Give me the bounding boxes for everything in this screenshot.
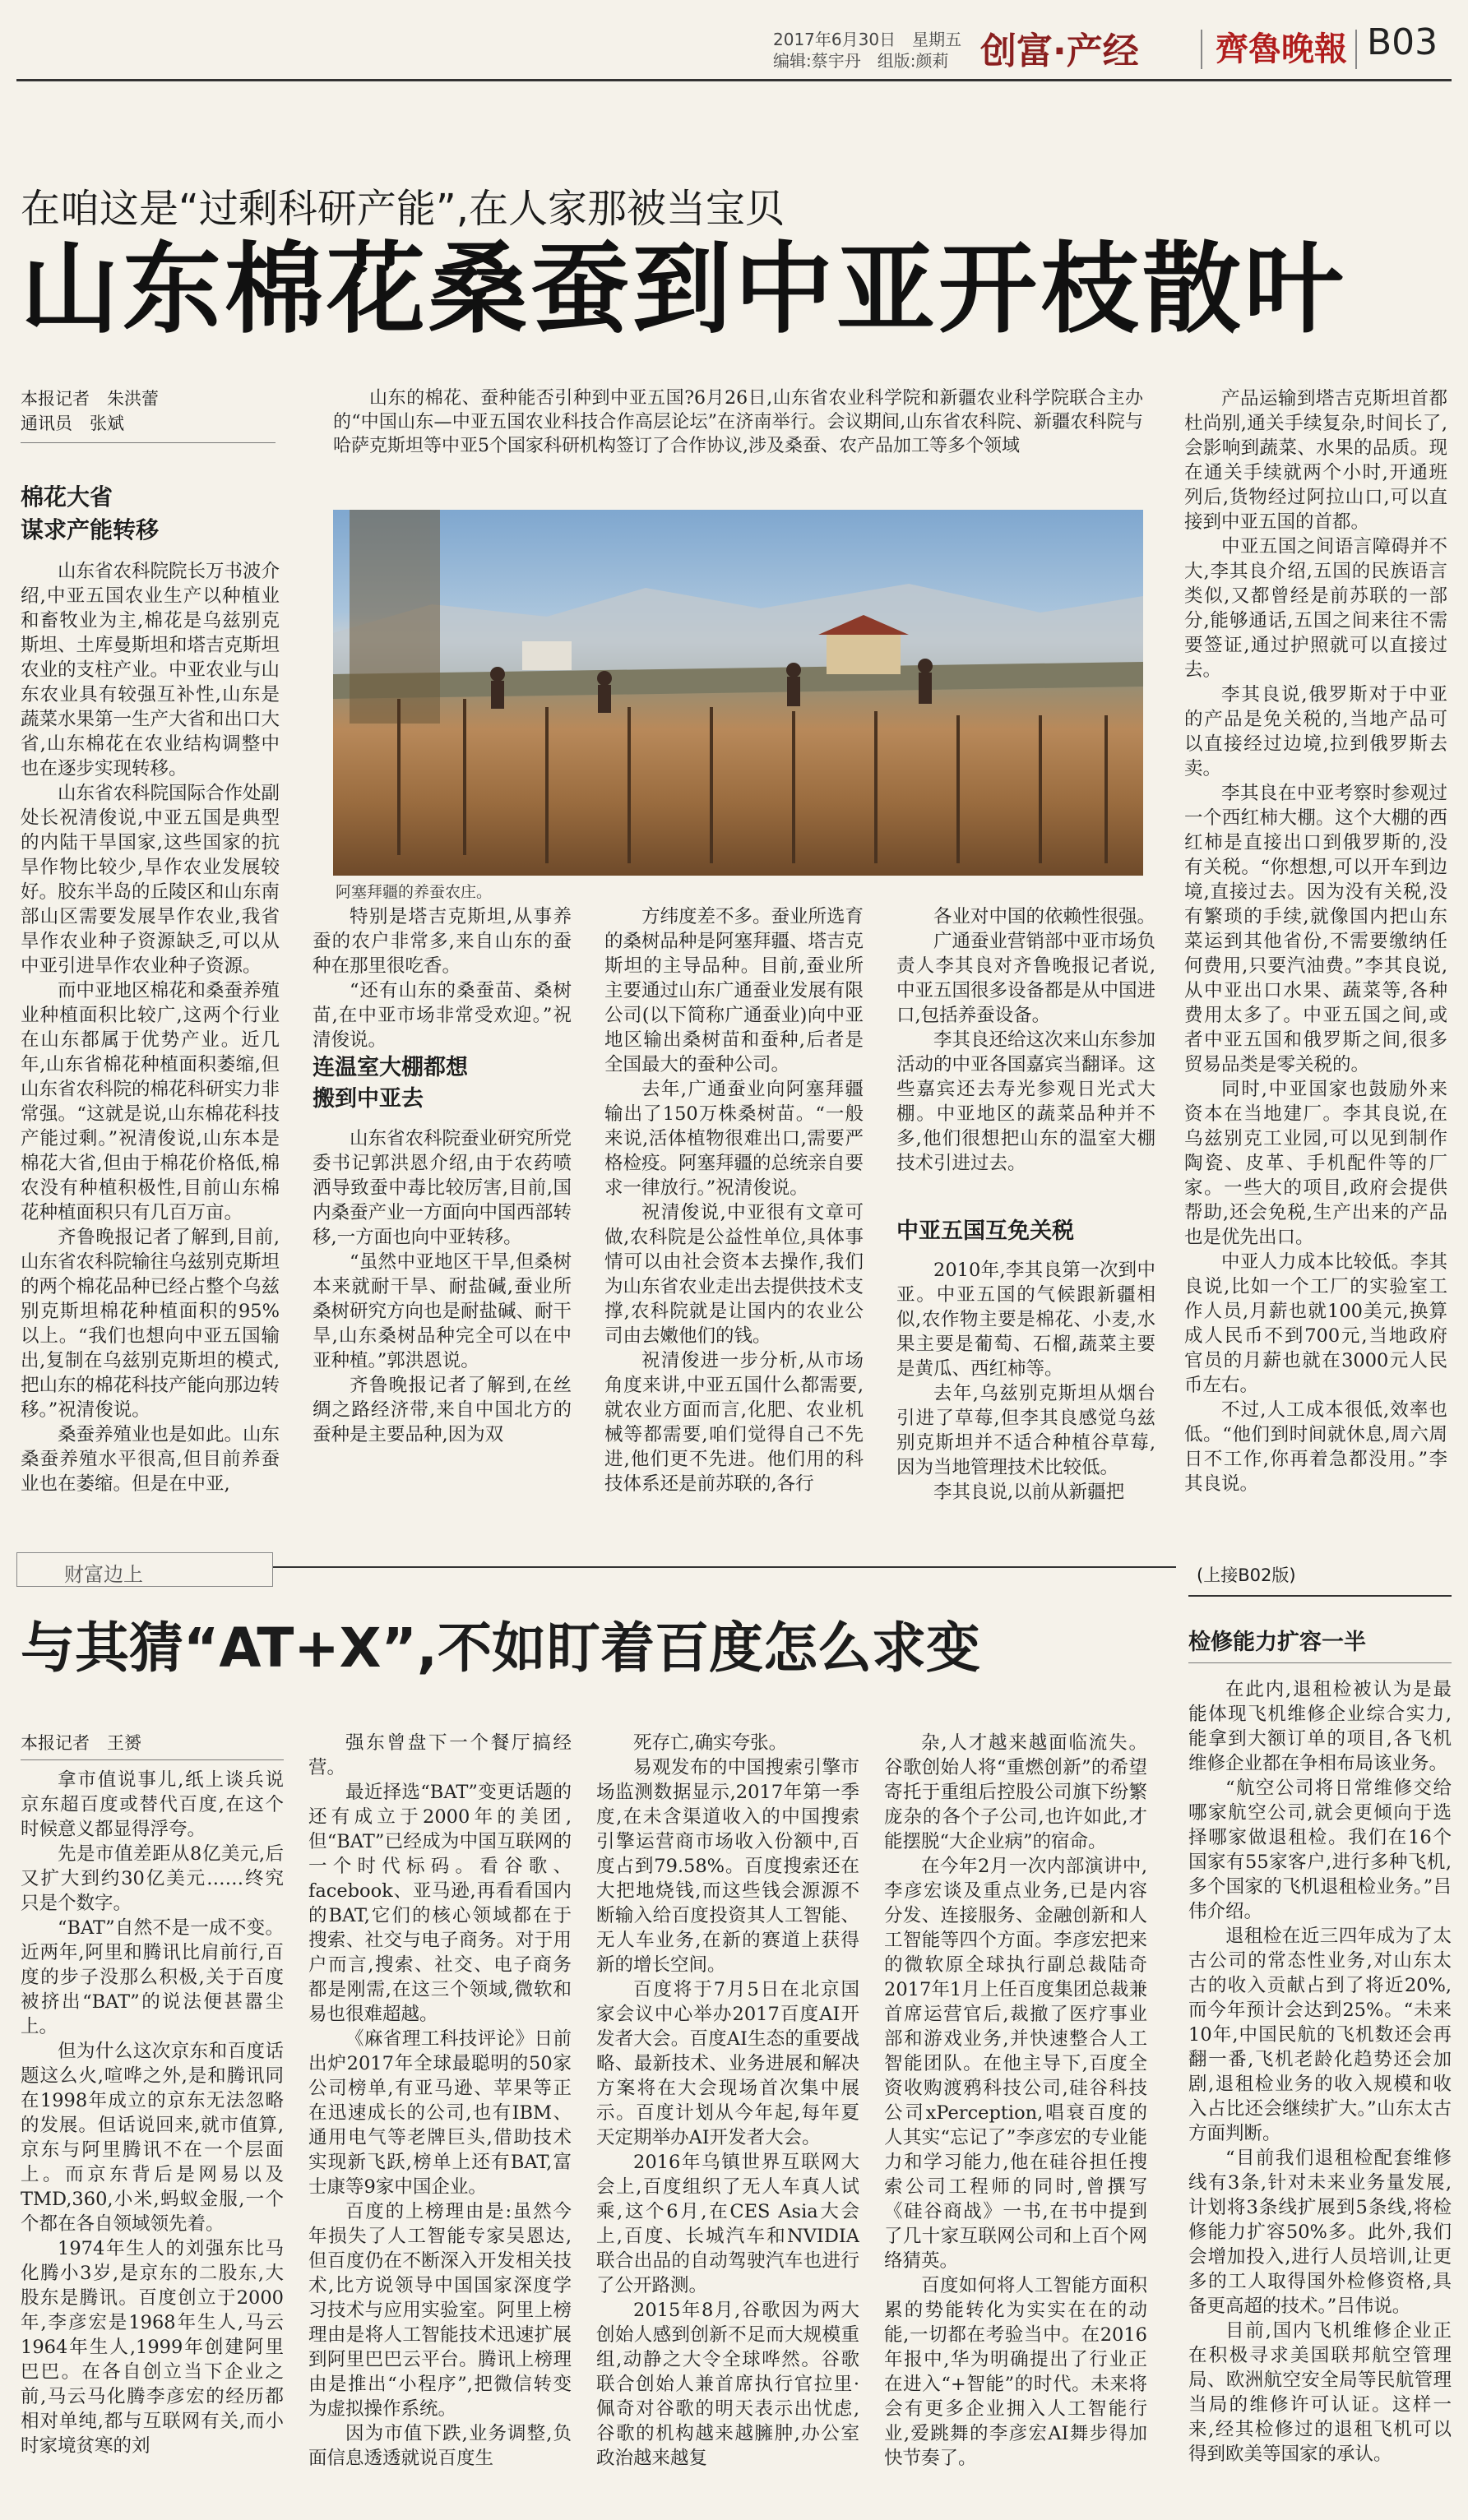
paragraph: 2010年,李其良第一次到中亚。中亚五国的气候跟新疆相似,农作物主要是棉花、小麦,水果主要是葡萄、石榴,蔬菜主要是黄瓜、西红柿等。 <box>896 1260 1155 1380</box>
paragraph: 因为市值下跌,业务调整,负面信息透透就说百度生 <box>308 2423 572 2469</box>
right-rule <box>1188 1595 1452 1597</box>
article1-col2 <box>313 904 572 1052</box>
article1-col4b <box>896 1258 1155 1525</box>
article2-col1 <box>21 1768 284 2504</box>
paragraph: 不过,人工成本很低,效率也低。“他们到时间就休息,周六周日不工作,你再着急都没用。”李其良说。 <box>1184 1399 1447 1495</box>
paragraph: 在今年2月一次内部演讲中,李彦宏谈及重点业务,已是内容分发、连接服务、金融创新和人工智能等四个方面。李彦宏把来的微软原全球执行副总裁陆奇2017年1月上任百度集团总裁兼首席运营官后,裁撤了医疗事业部和游戏业务,并快速整合人工智能团队。在他主导下,百度全资收购渡鸦科技公司,硅谷科技公司xPerception,唱衰百度的人其实“忘记了”李彦宏的专业能力和学习能力,他在硅谷担任搜索公司工程师的同时,曾撰写《硅谷商战》一书,在书中提到了几十家互联网公司和上百个网络猜英。 <box>884 1856 1147 2272</box>
paragraph: 目前,国内飞机维修企业正在积极寻求美国联邦航空管理局、欧洲航空安全局等民航管理当局的维修许可认证。这样一来,经其检修过的退租飞机可以得到欧美等国家的承认。 <box>1188 2320 1452 2465</box>
byline-rule-2 <box>21 1759 284 1760</box>
paragraph: 拿市值说事儿,纸上谈兵说京东超百度或替代百度,在这个时候意义都显得浮夸。 <box>21 1769 284 1840</box>
paragraph: “虽然中亚地区干旱,但桑树本来就耐干旱、耐盐碱,蚕业所桑树研究方向也是耐盐碱、耐干旱,山东桑树品种完全可以在中亚种植。”郭洪恩说。 <box>313 1251 572 1371</box>
paragraph: 1974年生人的刘强东比马化腾小3岁,是京东的二股东,大股东是腾讯。百度创立于2000年,李彦宏是1968年生人,马云1964年生人,1999年创建阿里巴巴。在各自创立当下企业之前,马云马化腾李彦宏的经历都相对单纯,都与互联网有关,而小时家境贫寒的刘 <box>21 2238 284 2457</box>
paragraph: 《麻省理工科技评论》日前出炉2017年全球最聪明的50家公司榜单,有亚马逊、苹果等正在迅速成长的公司,也有IBM、通用电气等老牌巨头,借助技术实现新飞跃,榜单上还有BAT,富士康等9家中国企业。 <box>308 2028 572 2198</box>
paragraph: 特别是塔吉克斯坦,从事养蚕的农户非常多,来自山东的蚕种在那里很吃香。 <box>313 906 572 977</box>
paragraph: 中亚人力成本比较低。李其良说,比如一个工厂的实验室工作人员,月薪也就100美元,换算成人民币不到700元,当地政府官员的月薪也就在3000元人民币左右。 <box>1184 1251 1447 1396</box>
paragraph: 山东省农科院院长万书波介绍,中亚五国农业生产以种植业和畜牧业为主,棉花是乌兹别克斯坦、土库曼斯坦和塔吉克斯坦农业的支柱产业。中亚农业与山东农业具有较强互补性,山东是蔬菜水果第一生产大省和出口大省,山东棉花在农业结构调整中也在逐步实现转移。 <box>21 561 280 779</box>
paragraph: 山东省农科院蚕业研究所党委书记郭洪恩介绍,由于农药喷洒导致蚕中毒比较厉害,目前,国内桑蚕产业一方面向中国西部转移,一方面也向中亚转移。 <box>313 1128 572 1248</box>
article1-col5 <box>1184 386 1447 1525</box>
paragraph: 齐鲁晚报记者了解到,目前,山东省农科院输往乌兹别克斯坦的两个棉花品种已经占整个乌兹别克斯坦棉花种植面积的95%以上。“我们也想向中亚五国输出,复制在乌兹别克斯坦的模式,把山东的棉花科技产能向那边转移。”祝清俊说。 <box>21 1227 280 1421</box>
headline-maintenance: 检修能力扩容一半 <box>1188 1630 1366 1655</box>
subhead-cotton: 棉花大省 谋求产能转移 <box>21 483 160 543</box>
continued-from: (上接B02版) <box>1197 1565 1296 1585</box>
paragraph: 各业对中国的依赖性很强。 <box>933 906 1156 927</box>
paragraph: 广通蚕业营销部中亚市场负责人李其良对齐鲁晚报记者说,中亚五国很多设备都是从中国进口,包括养蚕设备。 <box>896 931 1156 1026</box>
photo-illustration <box>333 510 1143 876</box>
paragraph: 祝清俊进一步分析,从市场角度来讲,中亚五国什么都需要,就农业方面而言,化肥、农业机械等都需要,咱们觉得自己不先进,他们更不先进。他们用的科技体系还是前苏联的,各行 <box>604 1350 864 1495</box>
paragraph: 死存亡,确实夸张。 <box>633 1732 788 1754</box>
paragraph: 李其良说,俄罗斯对于中亚的产品是免关税的,当地产品可以直接经过边境,拉到俄罗斯去卖。 <box>1184 684 1447 779</box>
section-name: 创富·产经 <box>980 30 1139 72</box>
paragraph: 易观发布的中国搜索引擎市场监测数据显示,2017年第一季度,在未含渠道收入的中国搜索引擎运营商市场收入份额中,百度占到79.58%。百度搜索还在大把地烧钱,而这些钱会源源不断输入给百度投资其人工智能、无人车业务,在新的赛道上获得新的增长空间。 <box>596 1757 859 1976</box>
editors-line: 编辑:蔡宇丹 组版:颜莉 <box>773 51 949 71</box>
article2-col2 <box>308 1731 572 2504</box>
paragraph: 祝清俊说,中亚很有文章可做,农科院是公益性单位,具体事情可以由社会资本去操作,我们为山东省农业走出去提供技术支撑,农科院就是让国内的农业公司由去嫩他们的钱。 <box>604 1202 864 1347</box>
subhead-greenhouse: 连温室大棚都想 搬到中亚去 <box>313 1055 468 1112</box>
byline-rule <box>21 442 276 443</box>
byline-baidu: 本报记者 王赟 <box>21 1733 141 1753</box>
photo-caption: 阿塞拜疆的养蚕农庄。 <box>336 883 493 901</box>
headline: 山东棉花桑蚕到中亚开枝散叶 <box>21 233 1346 347</box>
sidebar-label-box <box>16 1552 273 1587</box>
paragraph: 去年,广通蚕业向阿塞拜疆输出了150万株桑树苗。“一般来说,活体植物很难出口,需要严格检疫。阿塞拜疆的总统亲自要求一律放行。”祝清俊说。 <box>604 1079 864 1199</box>
paragraph: 但为什么这次京东和百度话题这么火,喧哗之外,是和腾讯同在1998年成立的京东无法忽略的发展。但话说回来,就市值算,京东与阿里腾讯不在一个层面上。而京东背后是网易以及TMD,360,小米,蚂蚁金服,一个个都在各自领域领先着。 <box>21 2041 284 2235</box>
paragraph: “还有山东的桑蚕苗、桑树苗,在中亚市场非常受欢迎。”祝清俊说。 <box>313 980 572 1051</box>
lede <box>333 386 1143 458</box>
lede-paragraph: 山东的棉花、蚕种能否引种到中亚五国?6月26日,山东省农业科学院和新疆农业科学院联合主办的“中国山东—中亚五国农业科技合作高层论坛”在济南举行。会议期间,山东省农科院、新疆农科院与哈萨克斯坦等中亚5个国家科研机构签订了合作协议,涉及桑蚕、农产品加工等多个领域 <box>333 388 1143 456</box>
paragraph: 先是市值差距从8亿美元,后又扩大到约30亿美元……终究只是个数字。 <box>21 1843 284 1914</box>
kicker: 在咱这是“过剩科研产能”,在人家那被当宝贝 <box>21 186 785 232</box>
paragraph: 产品运输到塔吉克斯坦首都杜尚别,通关手续复杂,时间长了,会影响到蔬菜、水果的品质。现在通关手续就两个小时,开通班列后,货物经过阿拉山口,可以直接到中亚五国的首都。 <box>1184 388 1447 533</box>
headline-baidu: 与其猜“AT+X”,不如盯着百度怎么求变 <box>21 1616 980 1680</box>
page-number: B03 <box>1367 21 1438 63</box>
header-divider <box>1201 30 1202 69</box>
paragraph: “BAT”自然不是一成不变。近两年,阿里和腾讯比肩前行,百度的步子没那么积极,关于百度被挤出“BAT”的说法便甚嚣尘上。 <box>21 1917 284 2037</box>
paragraph: 百度的上榜理由是:虽然今年损失了人工智能专家吴恩达,但百度仍在不断深入开发相关技术,比方说领导中国国家深度学习技术与应用实验室。阿里上榜理由是将人工智能技术迅速扩展到阿里巴巴云平台。腾讯上榜理由是推出“小程序”,把微信转变为虚拟操作系统。 <box>308 2201 572 2420</box>
photo-silk-farm <box>333 510 1143 876</box>
newspaper-logo: 齊魯晚報 <box>1216 30 1347 68</box>
paragraph: 齐鲁晚报记者了解到,在丝绸之路经济带,来自中国北方的蚕种是主要品种,因为双 <box>313 1375 572 1445</box>
article1-col3 <box>604 904 864 1525</box>
paragraph: “航空公司将日常维修交给哪家航空公司,就会更倾向于选择哪家做退租检。我们在16个国家有55家客户,进行多种飞机,多个国家的飞机退租检业务。”吕伟介绍。 <box>1188 1778 1452 1922</box>
paragraph: 山东省农科院国际合作处副处长祝清俊说,中亚五国是典型的内陆干旱国家,这些国家的抗旱作物比较少,旱作农业发展较好。胶东半岛的丘陵区和山东南部山区需要发展旱作农业,我省旱作农业种子资源缺乏,可以从中亚引进旱作农业种子资源。 <box>21 783 280 977</box>
byline-reporter: 本报记者 朱洪蕾 <box>21 389 159 409</box>
paragraph: 李其良说,以前从新疆把 <box>933 1482 1125 1503</box>
paragraph: 中亚五国之间语言障碍并不大,李其良介绍,五国的民族语言类似,又都曾经是前苏联的一部分,能够通话,五国之间来往不需要签证,通过护照就可以直接过去。 <box>1184 536 1447 681</box>
paragraph: 李其良在中亚考察时参观过一个西红柿大棚。这个大棚的西红柿是直接出口到俄罗斯的,没有关税。“你想想,可以开车到边境,直接过去。因为没有关税,没有繁琐的手续,就像国内把山东菜运到其他省份,不需要缴纳任何费用,只要汽油费。”李其良说,从中亚出口水果、蔬菜等,各种费用太多了。中亚五国之间,或者中亚五国和俄罗斯之间,很多贸易品类是零关税的。 <box>1184 783 1447 1075</box>
subhead-tariff: 中亚五国互免关税 <box>896 1218 1074 1244</box>
paragraph: 桑蚕养殖业也是如此。山东桑蚕养殖水平很高,但目前养蚕业也在萎缩。但是在中亚, <box>21 1424 280 1495</box>
date-line: 2017年6月30日 星期五 <box>773 30 962 49</box>
article1-col1 <box>21 559 280 1525</box>
paragraph: 强东曾盘下一个餐厅搞经营。 <box>308 1732 572 1778</box>
paragraph: 去年,乌兹别克斯坦从烟台引进了草莓,但李其良感觉乌兹别克斯坦并不适合种植谷草莓,因为当地管理技术比较低。 <box>896 1383 1155 1478</box>
right-rule-2 <box>1188 1662 1452 1663</box>
paragraph: 而中亚地区棉花和桑蚕养殖业种植面积比较广,这两个行业在山东都属于优势产业。近几年,山东省棉花种植面积萎缩,但山东省农科院的棉花科研实力非常强。“这就是说,山东棉花科技产能过剩。”祝清俊说,山东本是棉花大省,但由于棉花价格低,棉农没有种植积极性,目前山东棉花种植面积只有几百万亩。 <box>21 980 280 1223</box>
article2-col4 <box>884 1731 1147 2504</box>
paragraph: 在此内,退租检被认为是最能体现飞机维修企业综合实力,能拿到大额订单的项目,各飞机维修企业都在争相布局该业务。 <box>1188 1679 1452 1774</box>
paragraph: 2016年乌镇世界互联网大会上,百度组织了无人车真人试乘,这个6月,在CES Asia大会上,百度、长城汽车和NVIDIA联合出品的自动驾驶汽车也进行了公开路测。 <box>596 2152 859 2296</box>
sidebar-label: 财富边上 <box>64 1563 143 1586</box>
paragraph: “目前我们退租检配套维修线有3条,针对未来业务量发展,计划将3条线扩展到5条线,将检修能力扩容50%多。此外,我们会增加投入,进行人员培训,让更多的工人取得国外检修资格,具备更高超的技术。”吕伟说。 <box>1188 2148 1452 2317</box>
paragraph: 2015年8月,谷歌因为两大创始人感到创新不足而大规模重组,动静之大令全球哗然。谷歌联合创始人兼首席执行官拉里·佩奇对谷歌的明天表示出忧虑,谷歌的机构越来越臃肿,办公室政治越来越复 <box>596 2300 859 2469</box>
header-divider-2 <box>1355 30 1357 69</box>
paragraph: 方纬度差不多。蚕业所选育的桑树品种是阿塞拜疆、塔吉克斯坦的主导品种。目前,蚕业所主要通过山东广通蚕业发展有限公司(以下简称广通蚕业)向中亚地区输出桑树苗和蚕种,后者是全国最大的蚕种公司。 <box>604 906 864 1075</box>
paragraph: 百度如何将人工智能方面积累的势能转化为实实在在的动能,一切都在考验当中。在2016年报中,华为明确提出了行业正在进入“+智能”的时代。未来将会有更多企业拥入人工智能行业,爱跳舞的李彦宏AI舞步得加快节奏了。 <box>884 2275 1147 2469</box>
article1-col4 <box>896 904 1155 1176</box>
paragraph: 杂,人才越来越面临流失。谷歌创始人将“重燃创新”的希望寄托于重组后控股公司旗下纷繁庞杂的各个子公司,也许如此,才能摆脱“大企业病”的宿命。 <box>884 1732 1147 1852</box>
byline-correspondent: 通讯员 张斌 <box>21 414 124 433</box>
article3-col <box>1188 1677 1452 2504</box>
paragraph: 最近择选“BAT”变更话题的还有成立于2000年的美团,但“BAT”已经成为中国互联网的一个时代标码。看谷歌、facebook、亚马逊,再看看国内的BAT,它们的核心领域都在于搜索、社交与电子商务。对于用户而言,搜索、社交、电子商务都是刚需,在这三个领域,微软和易也很难超越。 <box>308 1782 572 2025</box>
paragraph: 同时,中亚国家也鼓励外来资本在当地建厂。李其良说,在乌兹别克工业园,可以见到制作陶瓷、皮革、手机配件等的厂家。一些大的项目,政府会提供帮助,还会免税,生产出来的产品也是优先出口。 <box>1184 1079 1447 1248</box>
header-rule <box>16 79 1452 81</box>
paragraph: 百度将于7月5日在北京国家会议中心举办2017百度AI开发者大会。百度AI生态的重要战略、最新技术、业务进展和解决方案将在大会现场首次集中展示。百度计划从今年起,每年夏天定期举办AI开发者大会。 <box>596 1979 859 2148</box>
paragraph: 退租检在近三四年成为了太古公司的常态性业务,对山东太古的收入贡献占到了将近20%,而今年预计会达到25%。“未来10年,中国民航的飞机数还会再翻一番,飞机老龄化趋势还会加剧,退租检业务的收入规模和收入占比还会继续扩大。”山东太古方面判断。 <box>1188 1926 1452 2144</box>
paragraph: 李其良还给这次来山东参加活动的中亚各国嘉宾当翻译。这些嘉宾还去寿光参观日光式大棚。中亚地区的蔬菜品种并不多,他们很想把山东的温室大棚技术引进过去。 <box>896 1029 1156 1174</box>
article1-col2b <box>313 1126 572 1525</box>
article2-col3 <box>596 1731 859 2504</box>
